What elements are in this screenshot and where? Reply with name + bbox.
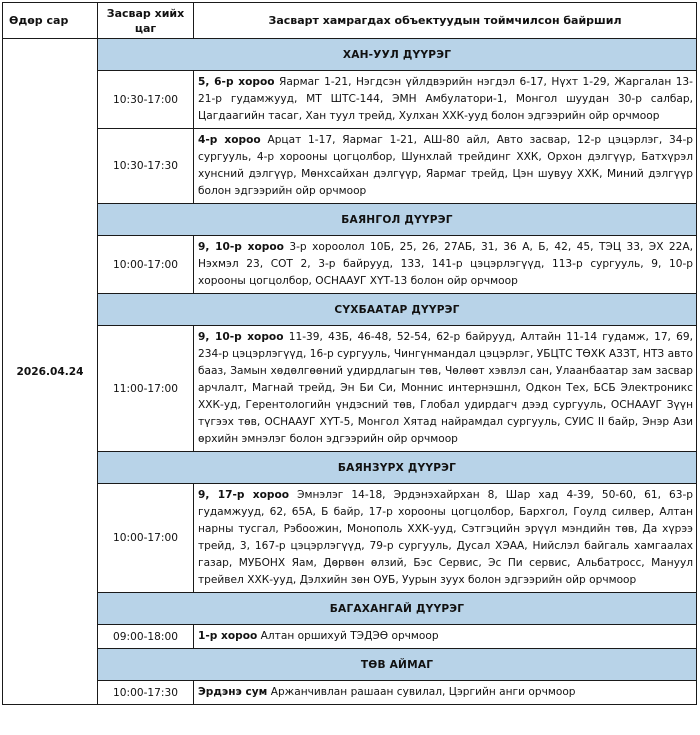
khoroo-label: 4-р хороо: [198, 134, 261, 146]
location-cell: [194, 71, 697, 129]
district-row: [3, 204, 697, 236]
table-row: [3, 681, 697, 705]
time-cell: 10:00-17:30: [98, 681, 194, 705]
header-date: Өдөр сар: [3, 3, 98, 39]
header-row: [3, 3, 697, 39]
khoroo-label: 1-р хороо: [198, 630, 258, 642]
district-row: [3, 294, 697, 326]
table-row: [3, 484, 697, 593]
location-cell: [194, 236, 697, 294]
location-text: Эмнэлэг 14-18, Эрдэнэхайрхан 8, Шар хад 4-39, 50-60, 61, 63-р гудамжууд, 62, 65А, Б байр, 17-р хорооны цогцолбор, Бархгол, Гоулд силвер, Алтан нарны тусгал, Рэбоожин, Монополь ХХК-ууд, Сэтгэцийн эрүүл мэндийн төв, Да хүрээ трейд, 3, 167-р цэцэрлэгүүд, 79-р сургууль, Дусал ХЭАА, Нийслэл байгаль хамгаалах газар, МУБОНХ Яам, Дөрвөн өлзий, Бэс Сервис, Эс Пи сервис, Альбатросс, Мануул трейвел ХХК-ууд, Дэлхийн зөн ОУБ, Уурын зуух: [198, 489, 693, 586]
district-row: [3, 593, 697, 625]
district-heading: ХАН-УУЛ ДҮҮРЭГ: [98, 39, 697, 71]
district-row: [3, 649, 697, 681]
date-cell: 2026.04.24: [3, 39, 98, 705]
location-text: Яармаг 1-21, Нэгдсэн үйлдвэрийн нэгдэл 6-17, Нүхт 1-29, Жаргалан 13-21-р гудамжууд, МТ ШТС-144, ЭМН Амбулатори-1, Монгол шуудан 30-р салбар, Цагдаагийн тасаг, Хан туул трейд, Хулхан ХХК-ууд: [198, 76, 693, 122]
location-suffix: болон ойр орчмоор: [407, 275, 518, 287]
time-cell: 10:30-17:30: [98, 129, 194, 204]
header-location: Засварт хамрагдах объектуудын тоймчилсон байршил: [194, 3, 697, 39]
location-cell: [194, 484, 697, 593]
khoroo-label: 9, 17-р хороо: [198, 489, 290, 501]
location-cell: [194, 681, 697, 705]
khoroo-label: Эрдэнэ сум: [198, 686, 268, 698]
table-row: [3, 71, 697, 129]
location-text: 11-39, 43Б, 46-48, 52-54, 62-р байрууд, Алтайн 11-14 гудамж, 17, 69, 234-р цэцэрлэгүүд, 16-р сургууль, Чингүнмандал цэцэрлэг, УБЦТС ТӨХК АЗЗТ, НТЗ авто бааз, Замын хөдөлгөөний удирдлагын төв, Чөлөөт хэвлэл сан, Улаанбаатар зам засвар арчлалт, Магнай трейд, Эн Би Си, Моннис интернэшнл, Одкон Тех, БСБ Электроникс ХХК-уд, Герентологийн үндэсний төв, Глобал удирдагч дээд сургууль, ОСНААУГ Зүүн түгээх төв, ОСНААУГ ХҮТ-5, Монгол Хятад найрамдал сургууль, СУИС II байр, Энэр Ази өрхийн эмнэлэг: [198, 331, 694, 445]
location-text: Алтан оршихуй ТЭДЭӨ орчмоор: [257, 630, 439, 642]
district-heading: БАГАХАНГАЙ ДҮҮРЭГ: [98, 593, 697, 625]
khoroo-label: 9, 10-р хороо: [198, 241, 284, 253]
location-cell: [194, 326, 697, 452]
location-suffix: болон эдгээрийн ойр орчмоор: [286, 433, 458, 445]
location-text: Арцат 1-17, Яармаг 1-21, АШ-80 айл, Авто засвар, 12-р цэцэрлэг, 34-р сургууль, 4-р хорооны цогцолбор, Шунхлай трейдинг ХХК, Орхон дэлгүүр, Батхүрэл хунсний дэлгүүр, Мөнхсайхан дэлгүүр, Яармаг трейд, Цэн шувуу ХХК, Миний дэлгүүр: [198, 134, 693, 180]
district-heading: СҮХБААТАР ДҮҮРЭГ: [98, 294, 697, 326]
khoroo-label: 5, 6-р хороо: [198, 76, 275, 88]
table-row: [3, 326, 697, 452]
district-row: [3, 39, 697, 71]
time-cell: 10:30-17:00: [98, 71, 194, 129]
district-heading: БАЯНГОЛ ДҮҮРЭГ: [98, 204, 697, 236]
outage-schedule-table: [2, 2, 697, 705]
district-row: [3, 452, 697, 484]
location-text: 3-р хороолол 10Б, 25, 26, 27АБ, 31, 36 А, Б, 42, 45, ТЭЦ 33, ЭХ 22А, Нэхмэл 23, СОТ 2, 3-р байрууд, 133, 141-р цэцэрлэгүүд, 113-р сургууль, 9, 10-р хорооны цогцолбор, ОСНААУГ ХҮТ-13: [198, 241, 694, 287]
district-heading: БАЯНЗҮРХ ДҮҮРЭГ: [98, 452, 697, 484]
header-time: Засвар хийх цаг: [98, 3, 194, 39]
table-row: [3, 236, 697, 294]
khoroo-label: 9, 10-р хороо: [198, 331, 284, 343]
location-suffix: болон эдгээрийн ойр орчмоор: [487, 110, 660, 122]
table-row: [3, 129, 697, 204]
location-cell: [194, 625, 697, 649]
location-cell: [194, 129, 697, 204]
time-cell: 09:00-18:00: [98, 625, 194, 649]
location-suffix: болон эдгээрийн ойр орчмоор: [198, 185, 367, 197]
location-text: Аржанчивлан рашаан сувилал, Цэргийн анги орчмоор: [267, 686, 576, 698]
table-row: [3, 625, 697, 649]
time-cell: 10:00-17:00: [98, 484, 194, 593]
district-heading: ТӨВ АЙМАГ: [98, 649, 697, 681]
time-cell: 10:00-17:00: [98, 236, 194, 294]
time-cell: 11:00-17:00: [98, 326, 194, 452]
location-suffix: болон эдгээрийн ойр орчмоор: [464, 574, 637, 586]
